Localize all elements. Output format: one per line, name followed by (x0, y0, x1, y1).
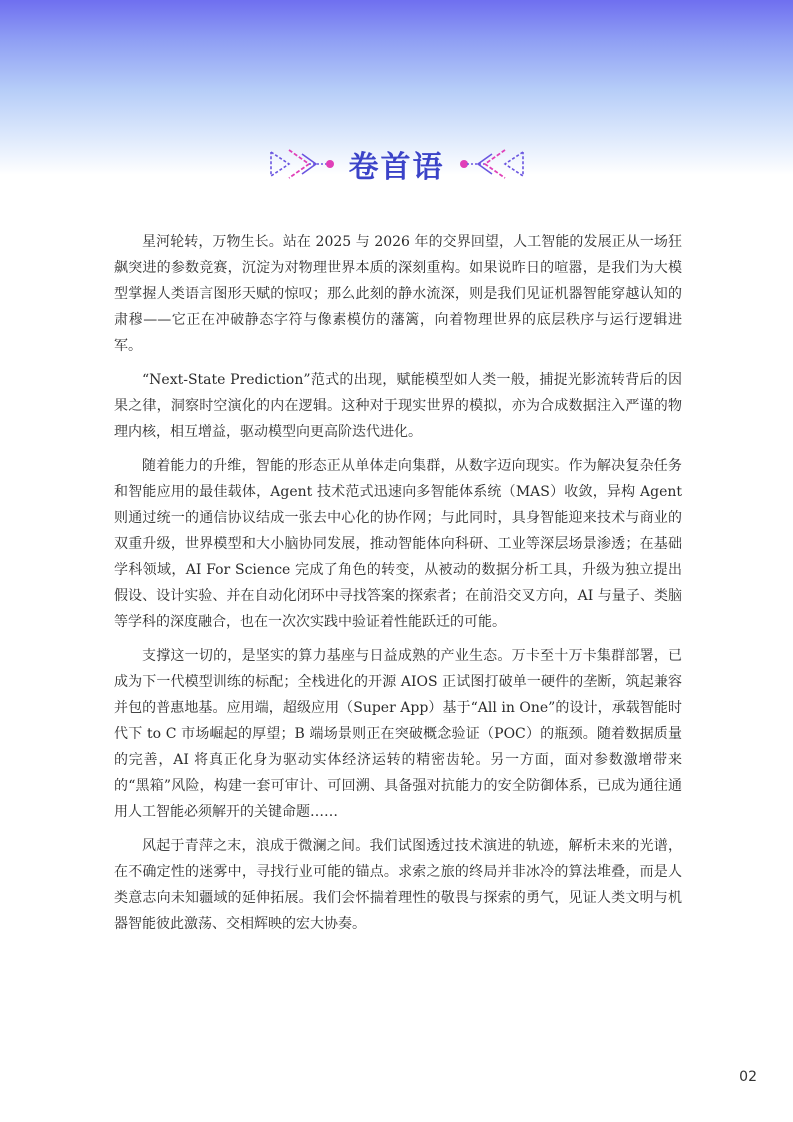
paragraph-1: 星河轮转，万物生长。站在 2025 与 2026 年的交界回望，人工智能的发展正从一场狂飙突进的参数竞赛，沉淀为对物理世界本质的深刻重构。如果说昨日的喧嚣，是我们为大模型掌握人类语言图形天赋的惊叹；那么此刻的静水流深，则是我们见证机器智能穿越认知的肃穆——它正在冲破静态字符与像素模仿的藩篱，向着物理世界的底层秩序与运行逻辑进军。 (114, 234, 682, 354)
page-number: 02 (739, 1069, 757, 1085)
paragraph-2: “Next-State Prediction”范式的出现，赋能模型如人类一般，捕捉光影流转背后的因果之律，洞察时空演化的内在逻辑。这种对于现实世界的模拟，亦为合成数据注入严谨的物理内核，相互增益，驱动模型向更高阶迭代进化。 (114, 372, 682, 440)
article-body (114, 229, 682, 945)
paragraph-5: 风起于青萍之末，浪成于微澜之间。我们试图透过技术演进的轨迹，解析未来的光谱，在不确定性的迷雾中，寻找行业可能的锚点。求索之旅的终局并非冰冷的算法堆叠，而是人类意志向未知疆域的延伸拓展。我们会怀揣着理性的敬畏与探索的勇气，见证人类文明与机器智能彼此激荡、交相辉映的宏大协奏。 (114, 838, 682, 932)
page-title: 卷首语 (348, 150, 445, 185)
paragraph-4: 支撑这一切的，是坚实的算力基座与日益成熟的产业生态。万卡至十万卡集群部署，已成为下一代模型训练的标配；全栈进化的开源 AIOS 正试图打破单一硬件的垄断，筑起兼容并包的普惠地基。应用端，超级应用（Super App）基于“All in One”的设计，承载智能时代下 to C 市场崛起的厚望；B 端场景则正在突破概念验证（POC）的瓶颈。随着数据质量的完善，AI 将真正化身为驱动实体经济运转的精密齿轮。另一方面，面对参数激增带来的“黑箱”风险，构建一套可审计、可回溯、具备强对抗能力的安全防御体系，已成为通往通用人工智能必须解开的关键命题…… (114, 648, 682, 820)
right-arrows-decoration-icon (459, 144, 525, 184)
paragraph-3: 随着能力的升维，智能的形态正从单体走向集群，从数字迈向现实。作为解决复杂任务和智能应用的最佳载体，Agent 技术范式迅速向多智能体系统（MAS）收敛，异构 Agent 则通过统一的通信协议结成一张去中心化的协作网；与此同时，具身智能迎来技术与商业的双重升级，世界模型和大小脑协同发展，推动智能体向科研、工业等深层场景渗透；在基础学科领域，AI For Science 完成了角色的转变，从被动的数据分析工具，升级为独立提出假设、设计实验、并在自动化闭环中寻找答案的探索者；在前沿交叉方向，AI 与量子、类脑等学科的深度融合，也在一次次实践中验证着性能跃迁的可能。 (114, 458, 682, 630)
heading (0, 140, 793, 188)
left-arrows-decoration-icon (269, 144, 335, 184)
